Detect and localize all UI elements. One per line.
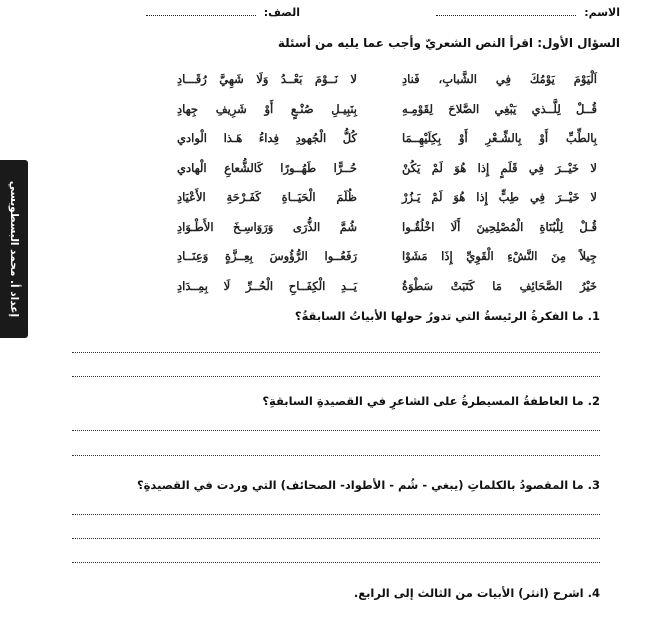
answer-line[interactable] (72, 538, 600, 539)
verse (57, 220, 617, 250)
answer-line[interactable] (72, 514, 600, 515)
verse-first-hemistich: خَيْرُ الصَّحَائِفِ مَا كَتَبَتْ سَطْوَةُ (402, 278, 597, 293)
verse-first-hemistich: قُـلْ لِلْبُنَاةِ الْمُصْلِحِينَ أَلَا اخْلُقُـوا (402, 219, 597, 234)
verse-second-hemistich: بِنَبِيـلِ صُنْـعٍ أَوْ شَرِيفِ جِهادِ (177, 101, 357, 116)
verse-second-hemistich: حُــرًّا طَهُــورًا كَالشُّعاعِ الْهادي (177, 160, 357, 175)
answer-line[interactable] (72, 562, 600, 563)
class-label: الصف: (263, 6, 300, 19)
class-blank[interactable] (146, 7, 256, 16)
verse-first-hemistich: لا خَيْــرَ فِي قَلَمٍ إِذا هُوَ لَمْ يَكُنْ (402, 160, 597, 175)
verse-first-hemistich: جِيلاً مِنَ النَّشْءِ الْقَوِيِّ إِذَا مَشَوْا (402, 249, 597, 263)
name-blank[interactable] (436, 7, 576, 16)
verse (57, 161, 617, 191)
answer-line[interactable] (72, 455, 600, 456)
verse-first-hemistich: بِالطِّبِّ أَوْ بِالشِّـعْرِ أَوْ بِكِلَيْهِــمَا (402, 131, 597, 145)
answer-line[interactable] (72, 376, 600, 377)
verse-second-hemistich: شُمَّ الذُّرَى وَرَوَاسِـخَ الأَطْـوَادِ (177, 219, 357, 234)
answer-line[interactable] (72, 430, 600, 431)
name-field[interactable] (436, 6, 620, 22)
question-4: 4. اشرح (انثر) الأبيات من الثالث إلى الرابع. (353, 586, 600, 600)
verse-first-hemistich: لا خَيْــرَ فِي طِبٍّ إِذا هُوَ لَمْ يَـزُرْ (402, 190, 597, 204)
author-side-tab (0, 160, 28, 338)
answer-line[interactable] (72, 352, 600, 353)
verse-second-hemistich: ظُلَمَ الْحَيَــاةِ كَفَـرْحَةِ الأَعْيَادِ (177, 190, 357, 204)
verse (57, 279, 617, 309)
verse (57, 72, 617, 102)
verse (57, 249, 617, 279)
author-label: إعداد أ. محمد البسطويسي (8, 180, 20, 318)
question-1: 1. ما الفكرةُ الرئيسةُ التي تدورُ حولها الأبياتُ السابقةُ؟ (294, 309, 600, 323)
verse-second-hemistich: يَــدِ الْكِفَــاحِ الْحُــرِّ لَا بِمِــدَادِ (177, 278, 357, 293)
main-question-title: السؤال الأول: اقرأ النص الشعريّ وأجب عما يليه من أسئلة (277, 36, 620, 50)
verse (57, 131, 617, 161)
verse-second-hemistich: رَفَعُــوا الرُّؤُوسَ بِعِــزَّةٍ وَعِنَــادِ (177, 249, 357, 263)
verse (57, 102, 617, 132)
class-field[interactable] (146, 6, 300, 22)
verse-first-hemistich: اَلْيَوْمَ يَوْمُكَ فِي الشَّبابِ، فَنادِ (402, 72, 597, 86)
question-2: 2. ما العاطفةُ المسيطرةُ على الشاعرِ في القصيدةِ السابقةِ؟ (262, 394, 600, 408)
verse (57, 190, 617, 220)
poem (57, 72, 617, 308)
name-label: الاسم: (584, 6, 620, 19)
verse-first-hemistich: قُــلْ لِلَّــذي يَبْغِي الصَّلاحَ لِقَوْمِـهِ (402, 101, 597, 116)
verse-second-hemistich: كُلُّ الْجُهودِ فِداءُ هَـذا الْوادي (177, 131, 357, 145)
question-3: 3. ما المقصودُ بالكلماتِ (يبغي - شُم - الأطواد- الصحائف) التي وردت في القصيدةِ؟ (136, 478, 600, 492)
verse-second-hemistich: لا نَــوْمَ بَعْــدُ وَلَا شَهِيَّ رُقَـــادِ (177, 72, 357, 86)
